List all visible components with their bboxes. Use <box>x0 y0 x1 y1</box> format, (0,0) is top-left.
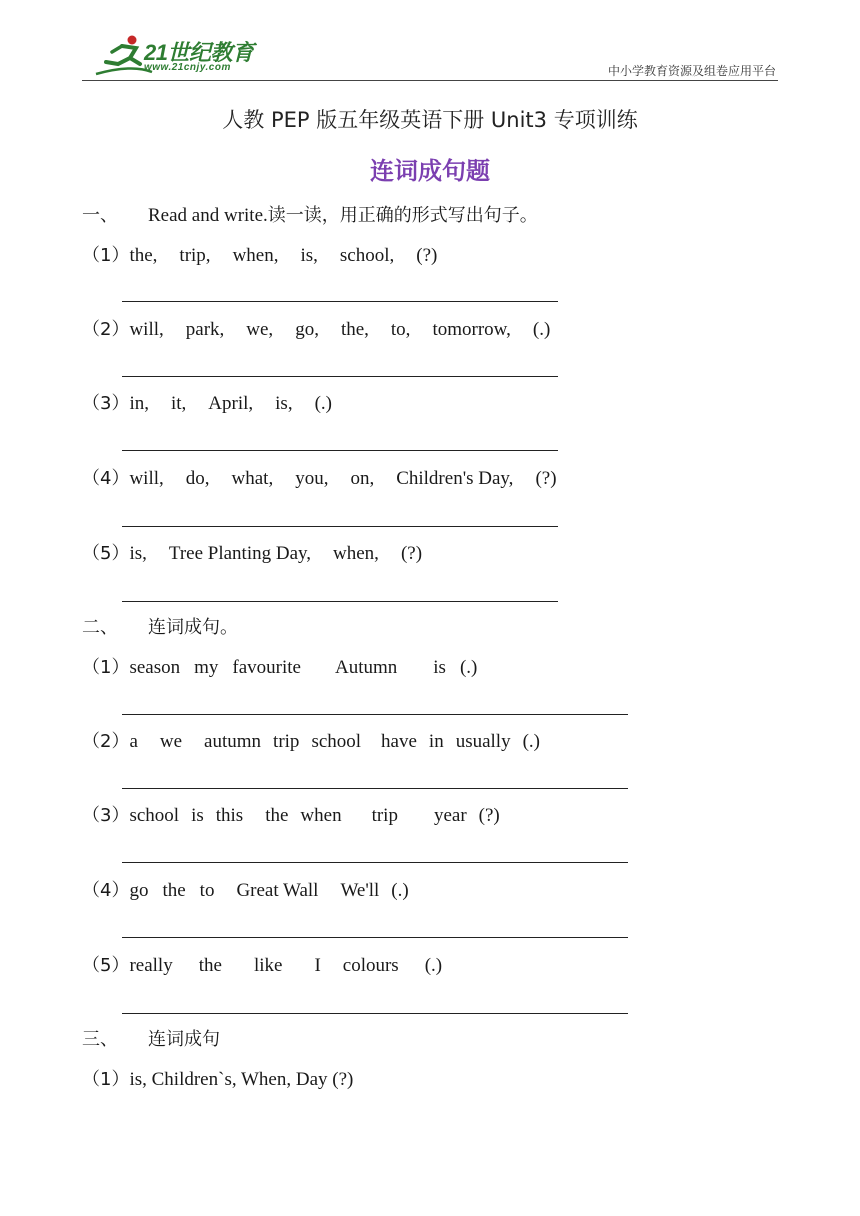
word: is, <box>300 245 318 266</box>
word: April, <box>208 393 254 414</box>
word: Great Wall <box>236 880 319 901</box>
answer-line[interactable] <box>122 862 628 863</box>
word: trip <box>273 731 300 752</box>
item-number: （4） <box>82 880 130 901</box>
word: the, <box>129 245 158 266</box>
section2-heading <box>82 616 238 640</box>
word: I <box>314 955 321 976</box>
word: colours <box>342 955 399 976</box>
word: what, <box>231 468 274 489</box>
item-number: （3） <box>82 393 130 414</box>
item-number: （1） <box>82 657 130 678</box>
word: (.) <box>391 880 409 901</box>
word: school <box>129 805 180 826</box>
word: go <box>129 880 149 901</box>
word: is, <box>129 543 147 564</box>
section1-item <box>82 392 332 416</box>
word: like <box>253 955 283 976</box>
section2-item <box>82 730 540 754</box>
word: do, <box>185 468 210 489</box>
platform-name: 中小学教育资源及组卷应用平台 <box>607 64 776 78</box>
word: Tree Planting Day, <box>168 543 312 564</box>
word: autumn <box>204 731 262 752</box>
word: to, <box>390 319 411 340</box>
word: (.) <box>424 955 443 976</box>
word: park, <box>185 319 225 340</box>
section3-number: 三、 <box>82 1029 118 1050</box>
section2-item <box>82 804 500 828</box>
word: we, <box>246 319 274 340</box>
page-header <box>82 30 778 82</box>
item-number: （1） <box>82 245 130 266</box>
word: (.) <box>532 319 551 340</box>
header-divider <box>82 80 778 81</box>
word: the, <box>340 319 369 340</box>
word: go, <box>295 319 319 340</box>
item-number: （2） <box>82 319 130 340</box>
section1-heading-cn: 读一读，用正确的形式写出句子。 <box>267 205 538 226</box>
word: on, <box>350 468 375 489</box>
word: when, <box>333 543 379 564</box>
word: my <box>194 657 219 678</box>
word: will, <box>129 468 164 489</box>
word: the <box>265 805 289 826</box>
word: we <box>159 731 183 752</box>
word: usually <box>455 731 511 752</box>
word: the <box>162 880 186 901</box>
word: favourite <box>232 657 301 678</box>
item-number: （5） <box>82 955 130 976</box>
word: you, <box>295 468 329 489</box>
answer-line[interactable] <box>122 714 628 715</box>
item-text: is, Children`s, When, Day (?) <box>129 1069 354 1090</box>
logo-text: 21世纪教育 <box>144 40 254 65</box>
word: have <box>381 731 417 752</box>
word: tomorrow, <box>432 319 511 340</box>
word: trip <box>371 805 398 826</box>
section2-heading-text: 连词成句。 <box>148 617 238 638</box>
section2-item <box>82 879 409 903</box>
word: (.) <box>314 393 332 414</box>
word: school <box>311 731 362 752</box>
section2-item <box>82 656 477 680</box>
word: year <box>433 805 467 826</box>
word: season <box>129 657 181 678</box>
word: in <box>428 731 444 752</box>
word: really <box>129 955 173 976</box>
word: is <box>191 805 204 826</box>
word: it, <box>170 393 187 414</box>
section1-item <box>82 318 550 342</box>
word: trip, <box>179 245 211 266</box>
word: (?) <box>478 805 500 826</box>
section3-item <box>82 1068 353 1092</box>
document-subtitle: 连词成句题 <box>370 157 490 185</box>
word: Children's Day, <box>396 468 514 489</box>
section1-heading-en: Read and write. <box>148 205 268 226</box>
answer-line[interactable] <box>122 376 558 377</box>
document-title: 人教 PEP 版五年级英语下册 Unit3 专项训练 <box>222 108 638 132</box>
section1-heading <box>82 204 538 228</box>
word: is, <box>275 393 293 414</box>
section1-item <box>82 542 422 566</box>
word: to <box>199 880 215 901</box>
item-number: （3） <box>82 805 130 826</box>
section2-number: 二、 <box>82 617 118 638</box>
word: the <box>198 955 222 976</box>
item-number: （5） <box>82 543 130 564</box>
answer-line[interactable] <box>122 1013 628 1014</box>
word: (?) <box>535 468 557 489</box>
word: in, <box>129 393 149 414</box>
word: this <box>215 805 244 826</box>
answer-line[interactable] <box>122 937 628 938</box>
word: is <box>433 657 446 678</box>
word: Autumn <box>334 657 398 678</box>
word: when, <box>232 245 279 266</box>
logo-url: www.21cnjy.com <box>144 62 231 73</box>
word: when <box>300 805 342 826</box>
section1-item <box>82 467 557 491</box>
section3-heading <box>82 1028 220 1052</box>
answer-line[interactable] <box>122 526 558 527</box>
answer-line[interactable] <box>122 301 558 302</box>
word: (.) <box>522 731 540 752</box>
word: will, <box>129 319 164 340</box>
word: school, <box>339 245 395 266</box>
item-number: （1） <box>82 1069 130 1090</box>
answer-line[interactable] <box>122 450 558 451</box>
section3-heading-text: 连词成句 <box>148 1029 220 1050</box>
word: (?) <box>400 543 423 564</box>
word: a <box>129 731 138 752</box>
item-number: （2） <box>82 731 130 752</box>
answer-line[interactable] <box>122 601 558 602</box>
word: We'll <box>340 880 380 901</box>
word: (?) <box>416 245 438 266</box>
word: (.) <box>459 657 478 678</box>
section2-item <box>82 954 442 978</box>
section1-number: 一、 <box>82 205 118 226</box>
item-number: （4） <box>82 468 130 489</box>
section1-item <box>82 244 437 268</box>
answer-line[interactable] <box>122 788 628 789</box>
